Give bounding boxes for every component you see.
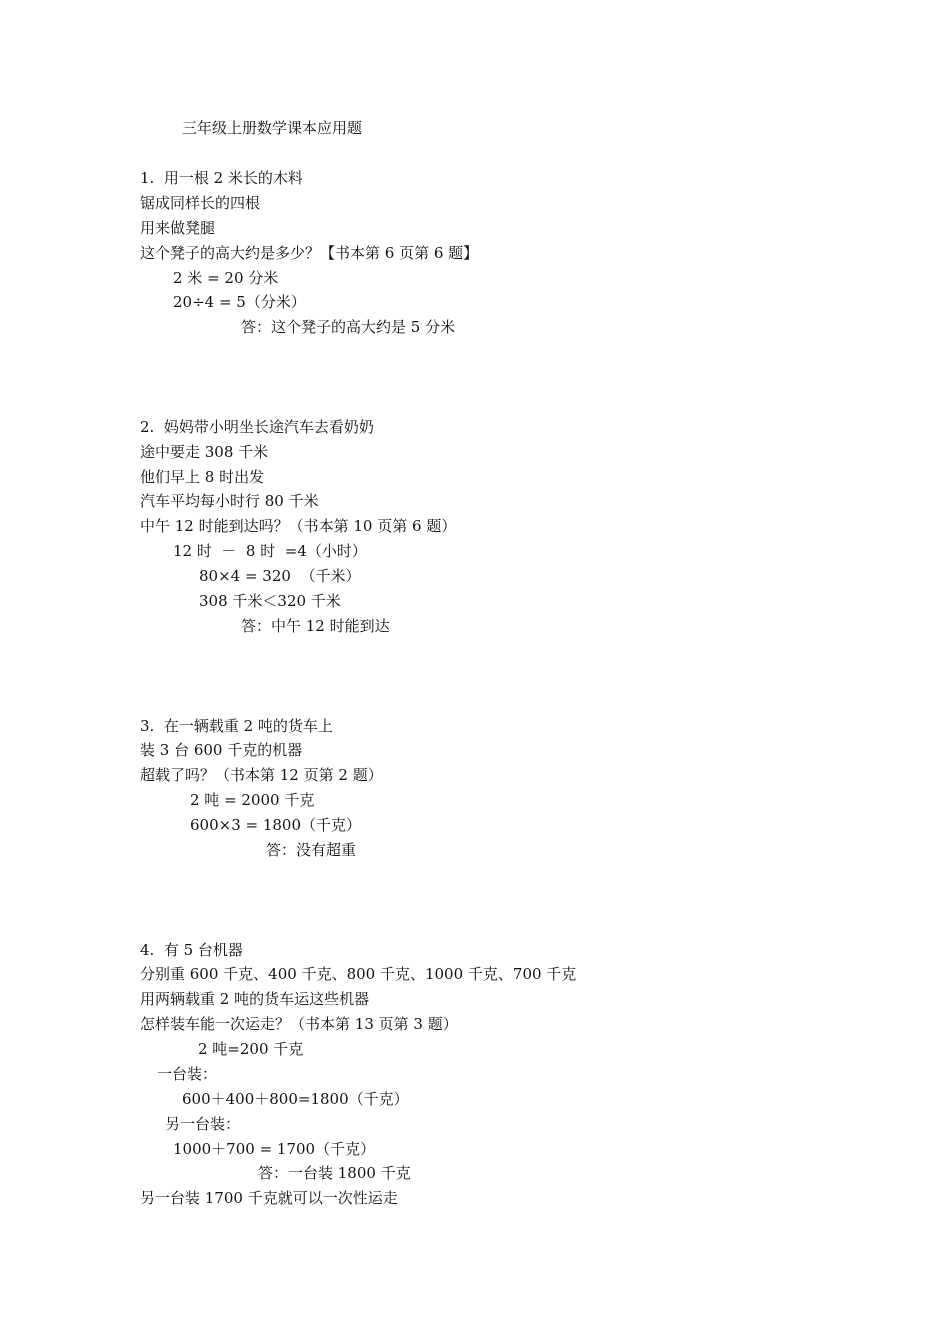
solution-step: 2 米 = 20 分米 [173, 269, 279, 287]
problem-question-line: 怎样装车能一次运走？（书本第 13 页第 3 题） [140, 1015, 458, 1033]
problem-statement-line: 用两辆载重 2 吨的货车运这些机器 [140, 990, 370, 1008]
problem-statement-line: 4. 有 5 台机器 [140, 941, 243, 959]
problem-statement-line: 汽车平均每小时行 80 千米 [140, 492, 319, 510]
answer-line: 答：这个凳子的高大约是 5 分米 [241, 318, 456, 336]
problem-statement-line: 1. 用一根 2 米长的木料 [140, 169, 303, 187]
solution-step: 20÷4 = 5（分米） [173, 293, 306, 311]
problem-question-line: 超载了吗？（书本第 12 页第 2 题） [140, 766, 383, 784]
problem-question-line: 中午 12 时能到达吗？（书本第 10 页第 6 题） [140, 517, 457, 535]
answer-line: 答：中午 12 时能到达 [241, 617, 390, 635]
problem-statement-line: 分别重 600 千克、400 千克、800 千克、1000 千克、700 千克 [140, 965, 577, 983]
problem-statement-line: 锯成同样长的四根 [140, 194, 261, 212]
problem-statement-line: 3. 在一辆载重 2 吨的货车上 [140, 717, 333, 735]
solution-step: 1000＋700 = 1700（千克） [173, 1140, 376, 1158]
problem-statement-line: 2. 妈妈带小明坐长途汽车去看奶奶 [140, 418, 374, 436]
answer-line: 答：一台装 1800 千克 [258, 1164, 411, 1182]
problem-statement-line: 装 3 台 600 千克的机器 [140, 741, 303, 759]
solution-step: 600×3 = 1800（千克） [190, 816, 362, 834]
problem-question-line: 这个凳子的高大约是多少？【书本第 6 页第 6 题】 [140, 244, 479, 262]
solution-step: 600＋400＋800=1800（千克） [182, 1090, 409, 1108]
answer-line: 答：没有超重 [266, 841, 357, 859]
solution-step: 308 千米＜320 千米 [199, 592, 341, 610]
problem-statement-line: 途中要走 308 千米 [140, 443, 269, 461]
solution-step: 12 时 － 8 时 =4（小时） [173, 542, 367, 560]
solution-step: 80×4 = 320 （千米） [199, 567, 361, 585]
solution-step: 另一台装： [165, 1115, 241, 1133]
problem-statement-line: 他们早上 8 时出发 [140, 468, 265, 486]
solution-step: 一台装： [157, 1065, 218, 1083]
problem-statement-line: 用来做凳腿 [140, 219, 216, 237]
solution-step: 2 吨 = 2000 千克 [190, 791, 315, 809]
solution-step: 2 吨=200 千克 [198, 1040, 304, 1058]
document-title: 三年级上册数学课本应用题 [182, 119, 363, 137]
answer-line: 另一台装 1700 千克就可以一次性运走 [140, 1189, 398, 1207]
